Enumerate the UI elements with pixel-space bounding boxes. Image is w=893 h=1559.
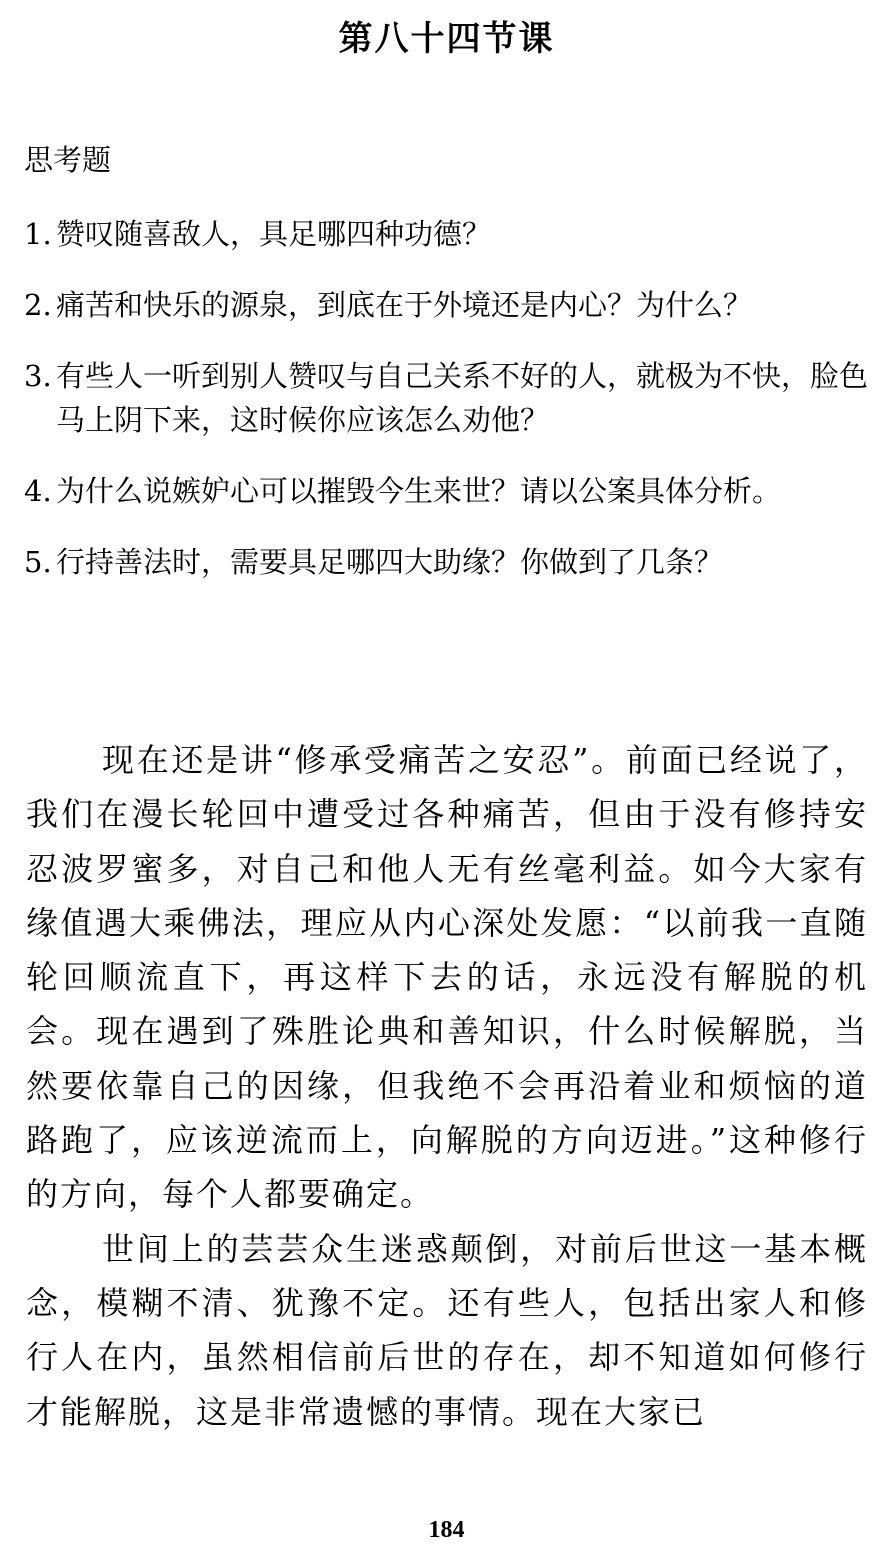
question-item-3 xyxy=(24,354,874,442)
question-list xyxy=(24,212,874,611)
question-item-5 xyxy=(24,540,874,584)
page-number: 184 xyxy=(428,1517,465,1543)
question-item-4 xyxy=(24,469,874,513)
body-text xyxy=(26,733,868,1439)
question-number: 2. xyxy=(24,288,52,322)
questions-heading: 思考题 xyxy=(24,143,112,177)
question-text: 赞叹随喜敌人，具足哪四种功德？ xyxy=(56,217,492,251)
question-item-1 xyxy=(24,212,874,256)
question-number: 4. xyxy=(24,474,52,508)
body-paragraph-2: 世间上的芸芸众生迷惑颠倒，对前后世这一基本概念，模糊不清、犹豫不定。还有些人，包括出家人和修行人在内，虽然相信前后世的存在，却不知道如何修行才能解脱，这是非常遗憾的事情。现在大家已 xyxy=(26,1229,868,1431)
question-number: 3. xyxy=(24,359,52,393)
question-number: 5. xyxy=(24,545,52,579)
question-item-2 xyxy=(24,283,874,327)
question-text: 有些人一听到别人赞叹与自己关系不好的人，就极为不快，脸色马上阴下来，这时候你应该怎么劝他？ xyxy=(56,359,869,437)
body-paragraph-1: 现在还是讲“修承受痛苦之安忍”。前面已经说了，我们在漫长轮回中遭受过各种痛苦，但由于没有修持安忍波罗蜜多，对自己和他人无有丝毫利益。如今大家有缘值遇大乘佛法，理应从内心深处发愿：“以前我一直随轮回顺流直下，再这样下去的话，永远没有解脱的机会。现在遇到了殊胜论典和善知识，什么时候解脱，当然要依靠自己的因缘，但我绝不会再沿着业和烦恼的道路跑了，应该逆流而上，向解脱的方向迈进。”这种修行的方向，每个人都要确定。 xyxy=(26,741,868,1214)
question-text: 为什么说嫉妒心可以摧毁今生来世？请以公案具体分析。 xyxy=(56,474,782,508)
page-title: 第八十四节课 xyxy=(338,19,555,59)
question-text: 行持善法时，需要具足哪四大助缘？你做到了几条？ xyxy=(56,545,724,579)
question-text: 痛苦和快乐的源泉，到底在于外境还是内心？为什么？ xyxy=(56,288,753,322)
question-number: 1. xyxy=(24,217,52,251)
